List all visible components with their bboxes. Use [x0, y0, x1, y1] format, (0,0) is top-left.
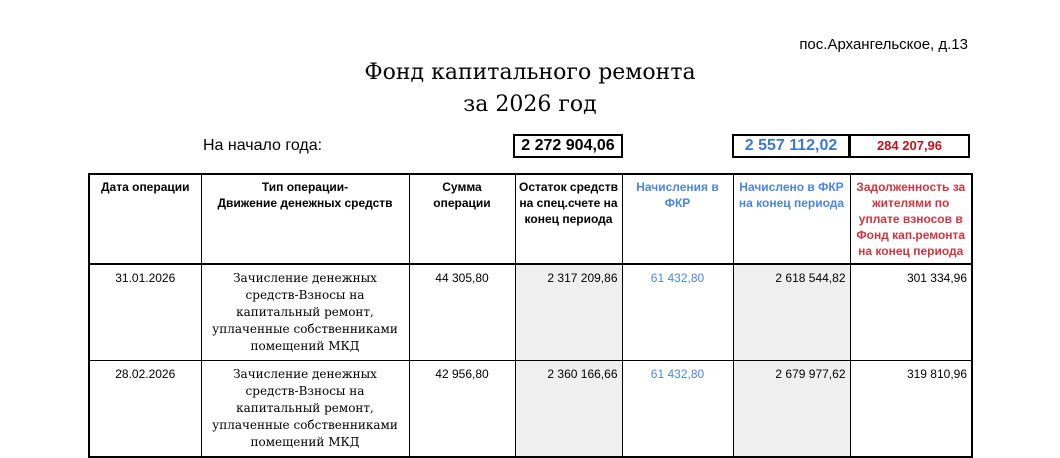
cell-amount: 44 305,80 — [409, 264, 515, 361]
header-balance: Остаток средств на спец.счете на конец периода — [515, 174, 622, 264]
table-header-row — [89, 174, 972, 264]
cell-date: 31.01.2026 — [89, 264, 201, 361]
operations-table — [88, 173, 973, 458]
header-debt: Задолженность за жителями по уплате взносов в Фонд кап.ремонта на конец периода — [850, 174, 972, 264]
header-amount: Сумма операции — [409, 174, 515, 264]
address: пос.Архангельское, д.13 — [799, 36, 968, 53]
page-subtitle-year: за 2026 год — [463, 92, 597, 117]
table-row — [89, 264, 972, 361]
header-operation-type: Тип операции- Движение денежных средств — [201, 174, 409, 264]
cell-debt: 301 334,96 — [850, 264, 972, 361]
cell-accrued-total: 2 618 544,82 — [733, 264, 850, 361]
cell-operation-type: Зачисление денежных средств-Взносы на капитальный ремонт, уплаченные собственниками помещений МКД — [201, 361, 409, 458]
cell-debt: 319 810,96 — [850, 361, 972, 458]
start-debt-box: 284 207,96 — [849, 134, 970, 158]
start-balance-box: 2 272 904,06 — [513, 134, 623, 158]
cell-balance: 2 317 209,86 — [515, 264, 622, 361]
cell-amount: 42 956,80 — [409, 361, 515, 458]
cell-accrued-total: 2 679 977,62 — [733, 361, 850, 458]
header-accrual: Начисления в ФКР — [622, 174, 733, 264]
header-accrued-total: Начислено в ФКР на конец периода — [733, 174, 850, 264]
cell-balance: 2 360 166,66 — [515, 361, 622, 458]
cell-date: 28.02.2026 — [89, 361, 201, 458]
page-title: Фонд капитального ремонта — [364, 60, 696, 85]
start-accrued-box: 2 557 112,02 — [732, 134, 850, 158]
cell-operation-type: Зачисление денежных средств-Взносы на капитальный ремонт, уплаченные собственниками помещений МКД — [201, 264, 409, 361]
header-date: Дата операции — [89, 174, 201, 264]
cell-accrual: 61 432,80 — [622, 264, 733, 361]
table-row — [89, 361, 972, 458]
cell-accrual: 61 432,80 — [622, 361, 733, 458]
start-of-year-label: На начало года: — [203, 137, 323, 154]
